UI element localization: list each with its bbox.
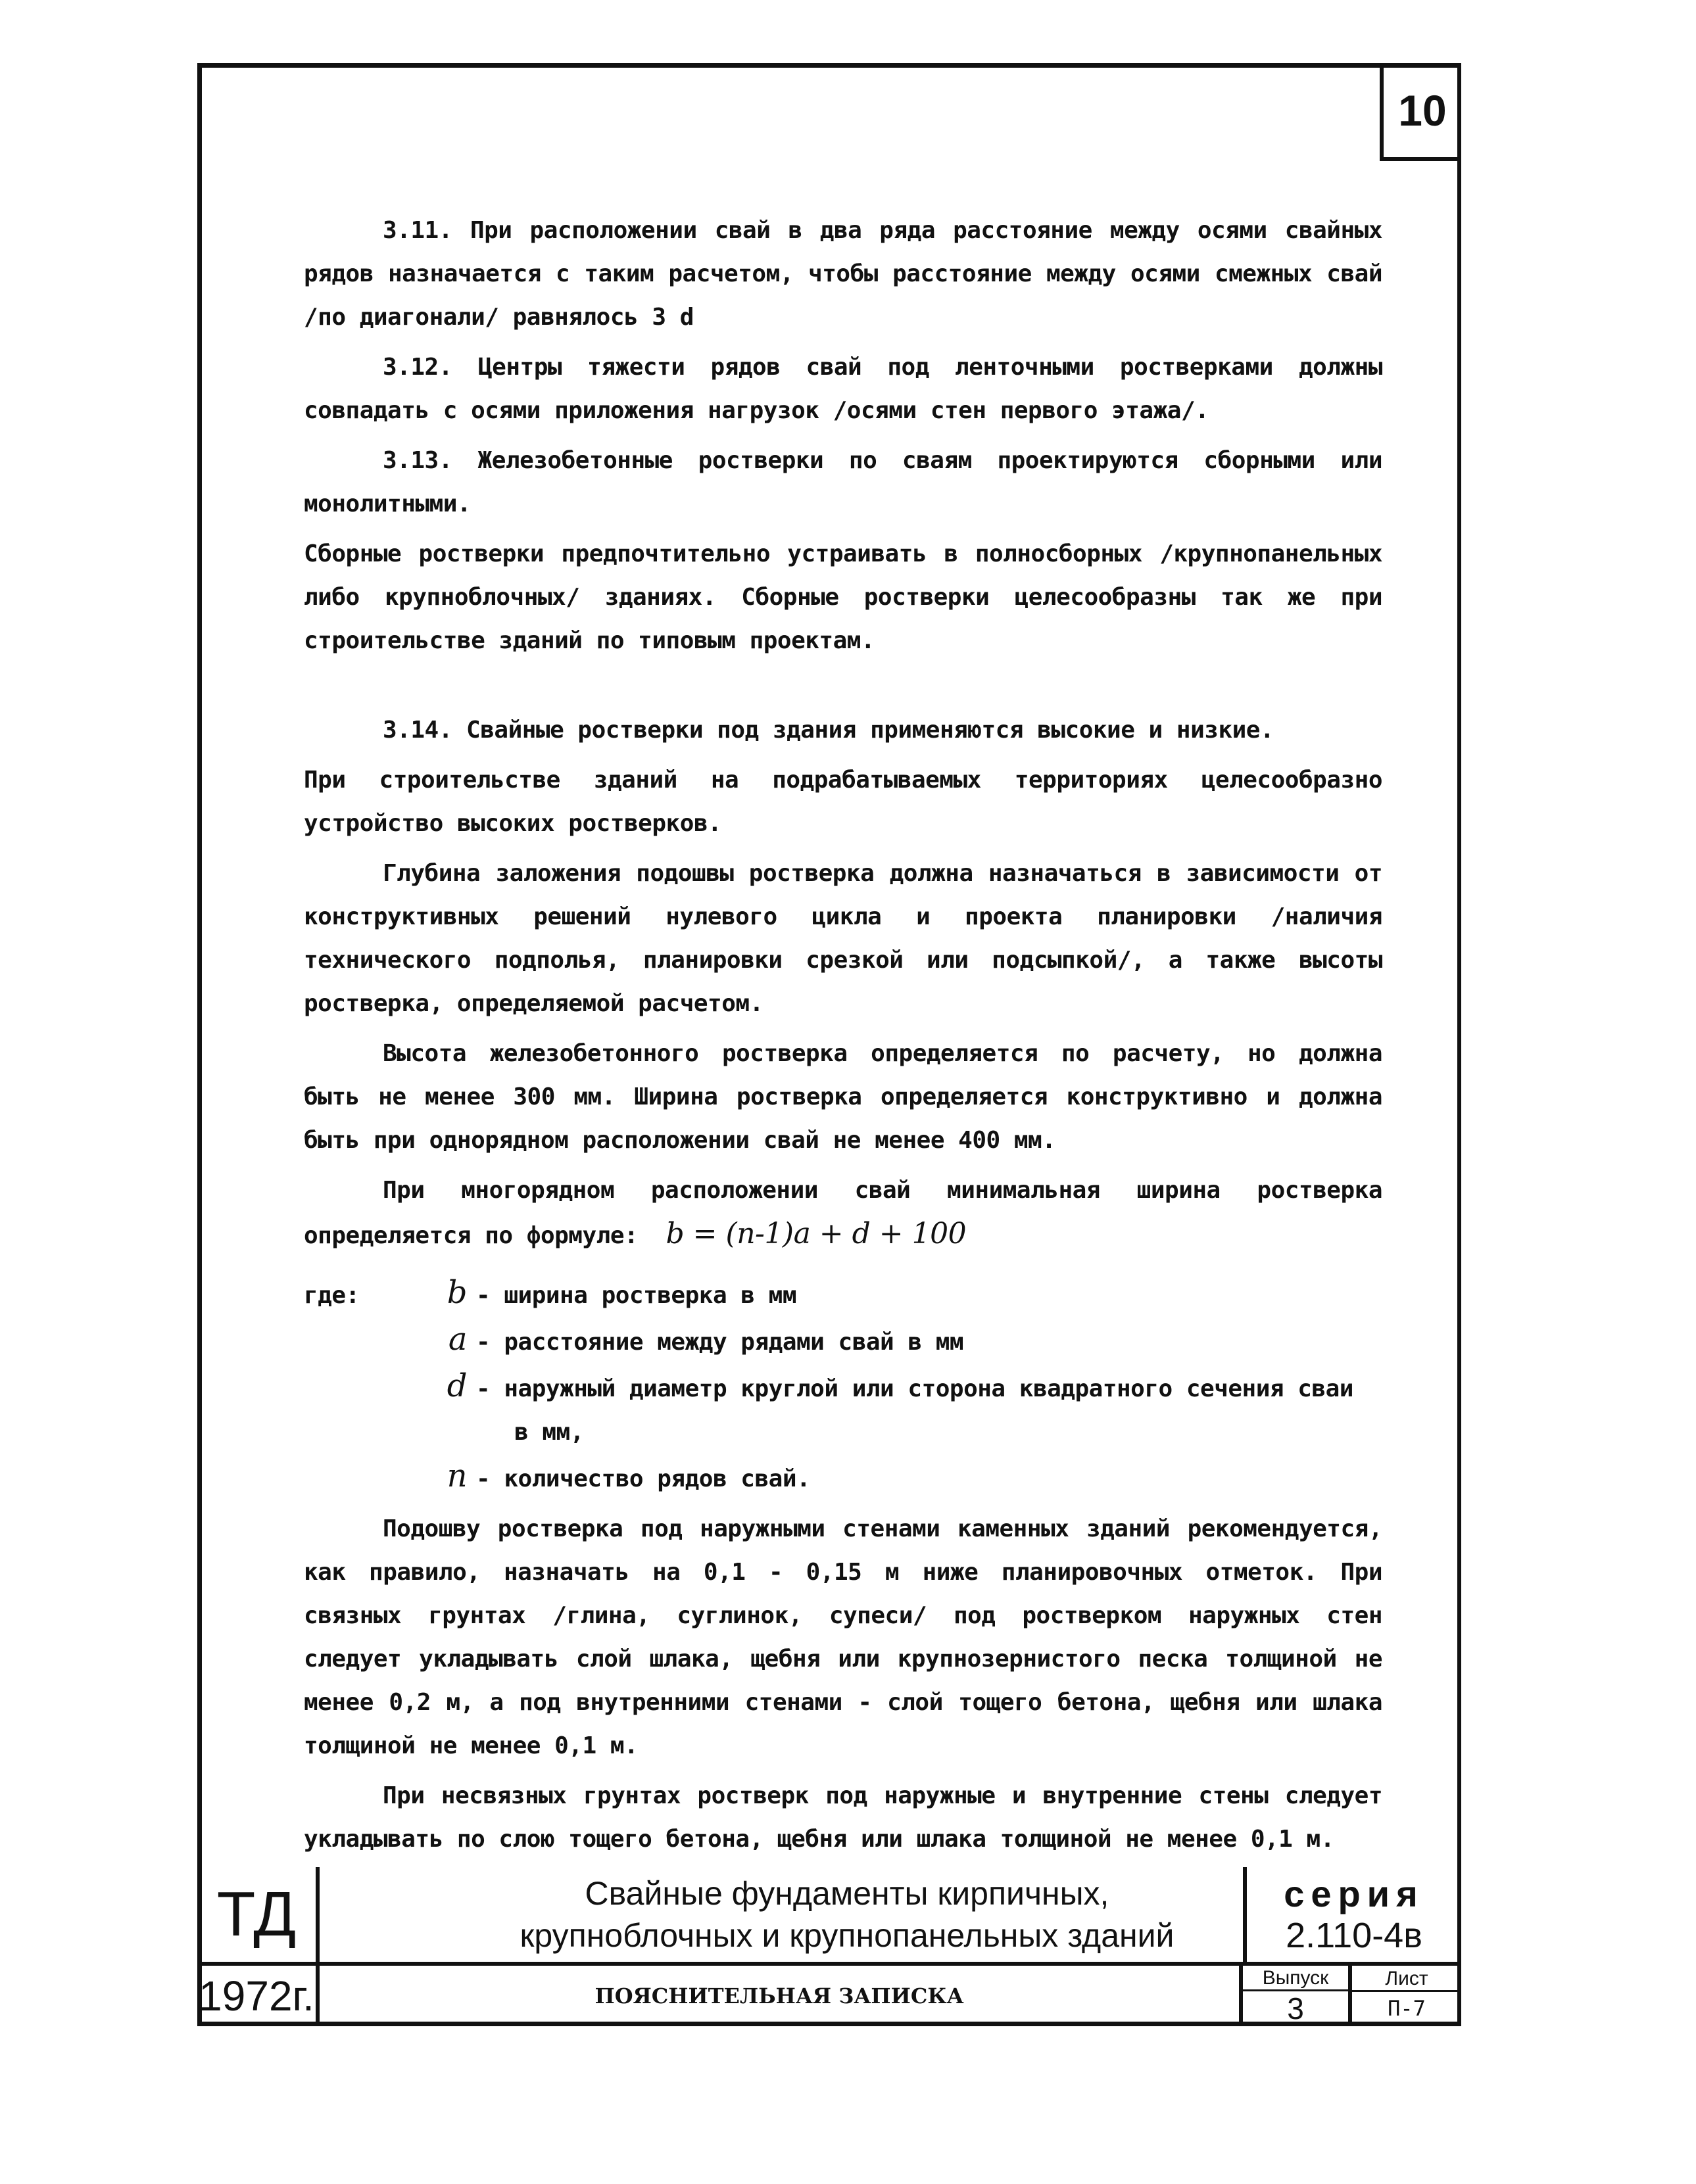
series-value: 2.110-4в bbox=[1286, 1916, 1422, 1955]
section-3-11: 3.11. При расположении свай в два ряда расстояние между осями свайных рядов назначается с таким расчетом, чтобы расстояние между осями смежных свай /по диагонали/ равнялось 3 d bbox=[304, 217, 1382, 331]
org-code: ТД bbox=[197, 1867, 320, 1966]
document-type: ПОЯСНИТЕЛЬНАЯ ЗАПИСКА bbox=[320, 1966, 1243, 2026]
series-label: серия bbox=[1284, 1873, 1424, 1914]
definition-symbol: n bbox=[447, 1458, 467, 1494]
series-box bbox=[1243, 1867, 1461, 1966]
formula-definitions bbox=[304, 1271, 1382, 1501]
section-3-13-prefab: Сборные ростверки предпочтительно устраивать в полносборных /крупнопанельных либо крупноблочных/ зданиях. Сборные ростверки целесообразны так же при строительстве зданий по типовым проектам. bbox=[304, 540, 1382, 654]
paragraph-sole: Подошву ростверка под наружными стенами каменных зданий рекомендуется, как правило, назначать на 0,1 - 0,15 м ниже планировочных отметок. При связных грунтах /глина, суглинок, супеси/ под ростверком наружных стен следует укладывать слой шлака, щебня или крупнозернистого песка толщиной не менее 0,2 м, а под внутренними стенами - слой тощего бетона, щебня или шлака толщиной не менее 0,1 м. bbox=[304, 1515, 1382, 1759]
issue-value: 3 bbox=[1287, 1991, 1304, 2026]
definition-text: - расстояние между рядами свай в мм bbox=[476, 1329, 964, 1356]
title-line-1: Свайные фундаменты кирпичных, bbox=[585, 1875, 1109, 1912]
definition-row bbox=[304, 1364, 1382, 1411]
document-body bbox=[304, 209, 1382, 1868]
multirow-text: При многорядном расположении свай минимальная ширина ростверка определяется по формуле: bbox=[304, 1177, 1382, 1249]
definition-text: - наружный диаметр круглой или сторона квадратного сечения сваи bbox=[476, 1375, 1353, 1402]
paragraph-multirow bbox=[304, 1169, 1382, 1258]
where-label: где: bbox=[304, 1282, 360, 1309]
definition-text: - ширина ростверка в мм bbox=[476, 1282, 796, 1309]
issue-label: Выпуск bbox=[1243, 1967, 1348, 1991]
page-number: 10 bbox=[1380, 64, 1461, 161]
section-3-12: 3.12. Центры тяжести рядов свай под ленточными ростверками должны совпадать с осями приложения нагрузок /осями стен первого этажа/. bbox=[304, 354, 1382, 424]
year: 1972г. bbox=[197, 1966, 320, 2026]
spacer bbox=[304, 669, 1382, 709]
sheet-value: П-7 bbox=[1388, 1995, 1426, 2021]
issue-box bbox=[1243, 1966, 1352, 2026]
definition-continuation bbox=[304, 1411, 1382, 1454]
paragraph-depth: Глубина заложения подошвы ростверка должна назначаться в зависимости от конструктивных решений нулевого цикла и проекта планировки /наличия технического подполья, планировки срезкой или подсыпкой/, а также высоты ростверка, определяемой расчетом. bbox=[304, 860, 1382, 1017]
section-3-14: 3.14. Свайные ростверки под здания применяются высокие и низкие. bbox=[383, 717, 1274, 744]
sheet-box bbox=[1352, 1966, 1461, 2026]
definition-text: - количество рядов свай. bbox=[476, 1465, 811, 1492]
definition-symbol: d bbox=[447, 1367, 467, 1404]
paragraph-noncohesive: При несвязных грунтах ростверк под наружные и внутренние стены следует укладывать по слою тощего бетона, щебня или шлака толщиной не менее 0,1 м. bbox=[304, 1782, 1382, 1853]
width-formula: b = (n-1)a + d + 100 bbox=[666, 1217, 967, 1250]
section-3-14-high: При строительстве зданий на подрабатываемых территориях целесообразно устройство высоких ростверков. bbox=[304, 767, 1382, 837]
definition-row bbox=[304, 1271, 1382, 1318]
paragraph-height: Высота железобетонного ростверка определяется по расчету, но должна быть не менее 300 мм. Ширина ростверка определяется конструктивно и должна быть при однорядном расположении свай не менее 400 мм. bbox=[304, 1040, 1382, 1154]
definition-symbol: a bbox=[448, 1321, 467, 1358]
title-block bbox=[197, 1867, 1461, 2026]
document-title bbox=[320, 1867, 1374, 1966]
definition-symbol: b bbox=[447, 1274, 467, 1311]
title-line-2: крупноблочных и крупнопанельных зданий bbox=[520, 1917, 1175, 1954]
definition-row bbox=[304, 1318, 1382, 1364]
sheet-label: Лист bbox=[1352, 1968, 1461, 1992]
section-3-13: 3.13. Железобетонные ростверки по сваям проектируются сборными или монолитными. bbox=[304, 447, 1382, 517]
definition-text: в мм, bbox=[514, 1419, 584, 1446]
definition-row bbox=[304, 1454, 1382, 1501]
